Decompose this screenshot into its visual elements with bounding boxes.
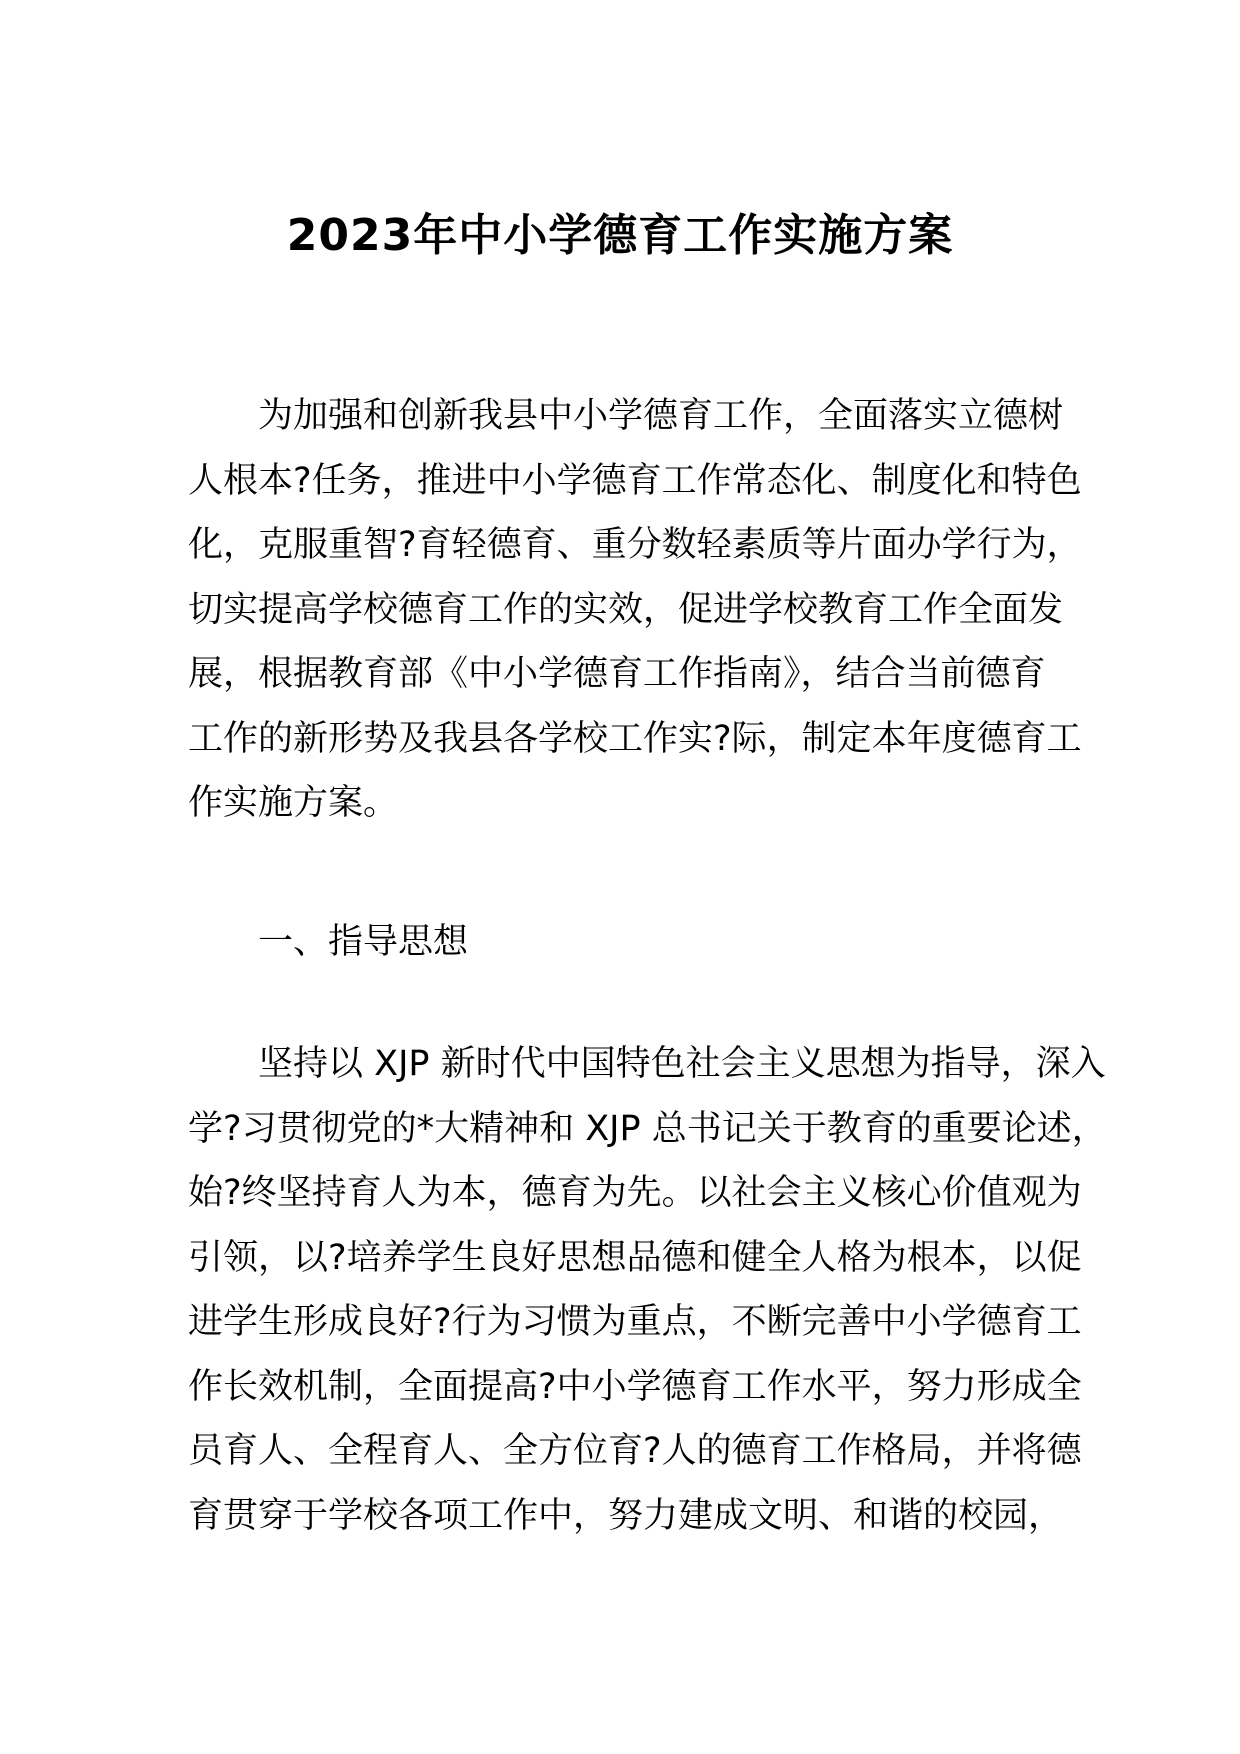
paragraph-line: 人根本?任务，推进中小学德育工作常态化、制度化和特色 [188, 460, 1082, 501]
guiding-ideology-paragraph [188, 1032, 1107, 1548]
paragraph-line: 作实施方案。 [188, 783, 399, 823]
paragraph-line: 工作的新形势及我县各学校工作实?际，制定本年度德育工 [188, 718, 1082, 759]
intro-paragraph [188, 384, 1082, 836]
paragraph-line: 作长效机制，全面提高?中小学德育工作水平，努力形成全 [188, 1366, 1082, 1407]
paragraph-line: 切实提高学校德育工作的实效，促进学校教育工作全面发 [188, 589, 1064, 630]
paragraph-line: 展，根据教育部《中小学德育工作指南》，结合当前德育 [188, 654, 1046, 694]
paragraph-line: 育贯穿于学校各项工作中，努力建成文明、和谐的校园， [188, 1495, 1064, 1536]
section-heading [188, 910, 1054, 975]
paragraph-line: 学?习贯彻党的*大精神和 XJP 总书记关于教育的重要论述， [188, 1108, 1107, 1149]
paragraph-line: 始?终坚持育人为本，德育为先。以社会主义核心价值观为 [188, 1173, 1082, 1213]
paragraph-line: 员育人、全程育人、全方位育?人的德育工作格局，并将德 [188, 1431, 1082, 1471]
paragraph-line: 化，克服重智?育轻德育、重分数轻素质等片面办学行为， [188, 525, 1082, 565]
document-title: 2023年中小学德育工作实施方案 [286, 210, 954, 261]
paragraph-line: 引领，以?培养学生良好思想品德和健全人格为根本，以促 [188, 1237, 1082, 1278]
paragraph-line: 进学生形成良好?行为习惯为重点，不断完善中小学德育工 [188, 1302, 1082, 1342]
paragraph-line: 为加强和创新我县中小学德育工作，全面落实立德树 [258, 396, 1064, 436]
section-heading-text: 一、指导思想 [258, 922, 469, 962]
paragraph-line: 坚持以 XJP 新时代中国特色社会主义思想为指导，深入 [258, 1044, 1106, 1084]
